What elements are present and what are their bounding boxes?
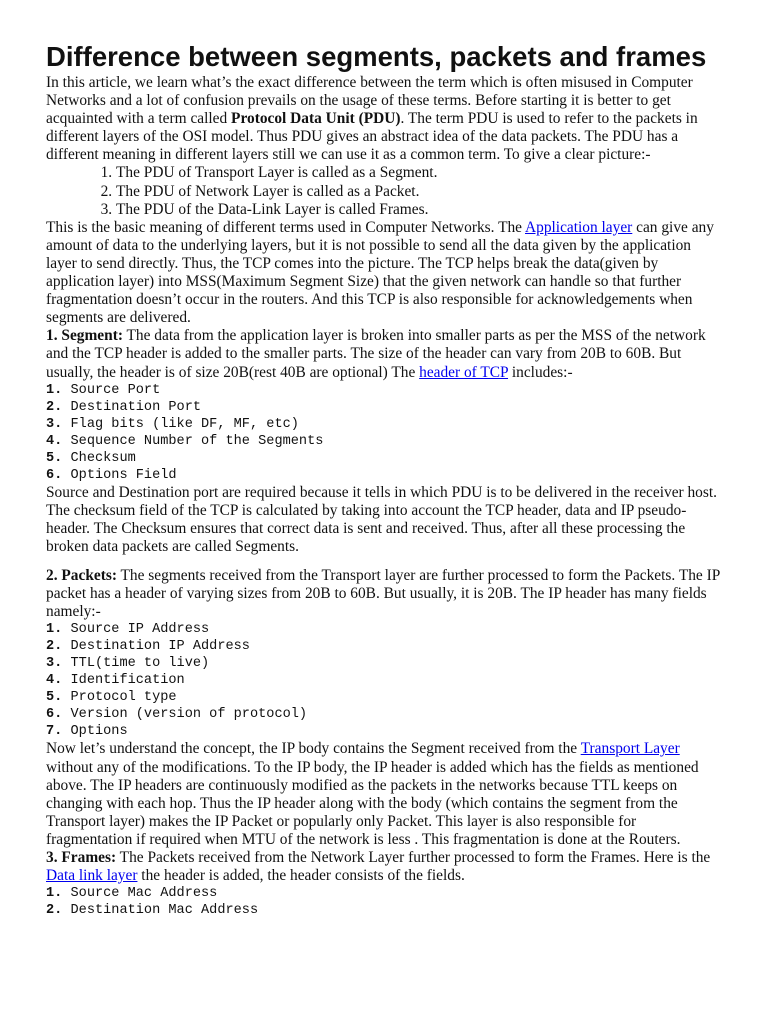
frames-paragraph (46, 849, 722, 885)
document-page (46, 42, 722, 919)
list-item: 6. Version (version of protocol) (46, 707, 308, 723)
list-item: 3. TTL(time to live) (46, 656, 210, 671)
segment-text-a: The data from the application layer is broken into smaller parts as per the MSS of the network and the TCP header is added to the smaller parts. The size of the header can vary from 20B to 60B. But usually, the header is of size 20B(rest 40B are optional) The (46, 327, 706, 381)
segment-text-b: includes:- (508, 363, 573, 381)
list-item: 4. Identification (46, 673, 185, 689)
packets-heading: 2. Packets: (46, 566, 117, 584)
segment-explanation: Source and Destination port are required because it tells in which PDU is to be delivered in the receiver host. The checksum field of the TCP is calculated by taking into account the TCP header, data and IP pseudo-header. The Checksum ensures that correct data is sent and received. Thus, after all these processing the broken data packets are called Segments. (46, 484, 717, 556)
list-item: 6. Options Field (46, 468, 177, 484)
list-item: 2. Destination Port (46, 399, 202, 415)
list-item: 7. Options (46, 724, 128, 740)
frame-header-fields (46, 885, 722, 919)
pdu-list-item: 2. The PDU of Network Layer is called as a Packet. (116, 183, 722, 201)
list-item: 5. Checksum (46, 450, 136, 466)
data-link-layer-link[interactable]: Data link layer (46, 867, 138, 885)
application-layer-link[interactable]: Application layer (525, 218, 633, 236)
para2-text-a: This is the basic meaning of different terms used in Computer Networks. The (46, 218, 526, 236)
tcp-header-link[interactable]: header of TCP (419, 363, 509, 381)
list-item: 5. Protocol type (46, 690, 177, 706)
packets-after-text-b: without any of the modifications. To the IP body, the IP header is added which has the fields as mentioned above. The IP headers are continuously modified as the packets in the networks because TTL keeps on changing with each hop. Thus the IP header along with the body (which contains the segment from the Transport layer) makes the IP Packet or popularly only Packet. This layer is also responsible for fragmentation if required when MTU of the network is less . This fragmentation is done at the Routers. (46, 758, 699, 848)
list-item: 1. Source Port (46, 382, 161, 398)
packets-text-a: The segments received from the Transport layer are further processed to form the Packets. The IP packet has a header of varying sizes from 20B to 60B. But usually, it is 20B. The IP header has many fields namely:- (46, 566, 720, 620)
pdu-list-item: 1. The PDU of Transport Layer is called as a Segment. (116, 164, 722, 182)
list-item: 2. Destination IP Address (46, 638, 250, 654)
transport-layer-link[interactable]: Transport Layer (580, 740, 680, 758)
frames-text-b: the header is added, the header consists of the fields. (137, 867, 465, 885)
segment-paragraph (46, 327, 722, 381)
para2-text-b: can give any amount of data to the underlying layers, but it is not possible to send all the data given by the application layer to send directly. Thus, the TCP comes into the picture. The TCP helps break the data(given by application layer) into MSS(Maximum Segment Size) that the given network can handle so that further fragmentation doesn’t occur in the routers. And this TCP is also responsible for acknowledgements when segments are delivered. (46, 218, 714, 327)
frames-text-a: The Packets received from the Network Layer further processed to form the Frames. Here is the (116, 849, 711, 867)
list-item: 1. Source IP Address (46, 621, 210, 637)
tcp-header-fields (46, 382, 722, 485)
intro-text-b: . The term PDU is used to refer to the packets in different layers of the OSI model. Thus PDU gives an abstract idea of the data packets. The PDU has a different meaning in different layers still we can use it as a common term. To give a clear picture:- (46, 110, 698, 164)
intro-paragraph (46, 74, 722, 164)
list-item: 1. Source Mac Address (46, 886, 218, 902)
tcp-paragraph (46, 219, 722, 328)
pdu-list (46, 164, 722, 218)
packets-paragraph (46, 567, 722, 621)
frames-heading: 3. Frames: (46, 849, 117, 867)
list-item: 2. Destination Mac Address (46, 903, 259, 919)
list-item: 3. Flag bits (like DF, MF, etc) (46, 416, 299, 432)
page-title: Difference between segments, packets and frames (46, 41, 707, 72)
list-item: 4. Sequence Number of the Segments (46, 433, 324, 449)
segment-heading: 1. Segment: (46, 327, 123, 345)
packets-explanation (46, 740, 722, 849)
pdu-term: Protocol Data Unit (PDU) (231, 110, 401, 128)
intro-text-a: In this article, we learn what’s the exact difference between the term which is often misused in Computer Networks and a lot of confusion prevails on the usage of these terms. Before starting it is better to get acquainted with a term called (46, 74, 693, 128)
pdu-list-item: 3. The PDU of the Data-Link Layer is called Frames. (116, 201, 722, 219)
ip-header-fields (46, 621, 722, 741)
packets-after-text-a: Now let’s understand the concept, the IP body contains the Segment received from the (46, 740, 581, 758)
